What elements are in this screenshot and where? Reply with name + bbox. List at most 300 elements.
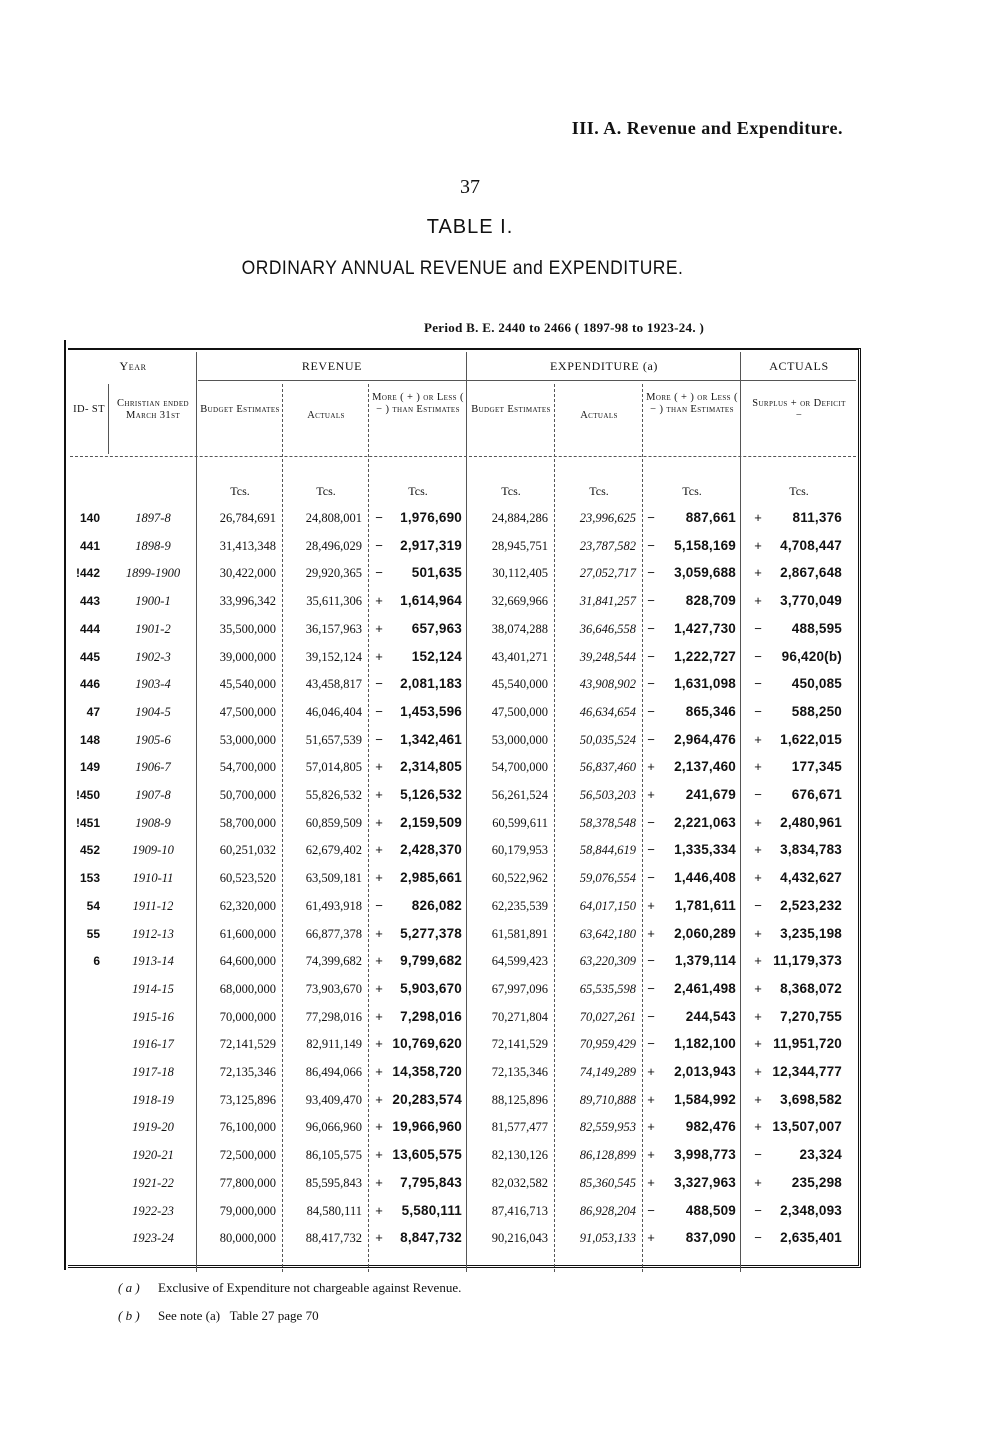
revenue-actuals-cell: 77,298,016 <box>305 1009 362 1024</box>
expenditure-actuals-cell: 64,017,150 <box>579 898 636 913</box>
revenue-sign-cell: − <box>375 537 383 553</box>
expenditure-sign-cell: − <box>647 648 655 664</box>
expenditure-budget-cell: 64,599,423 <box>491 954 548 969</box>
expenditure-actuals-cell: 85,360,545 <box>579 1175 636 1190</box>
expenditure-actuals-cell: 65,535,598 <box>579 981 636 996</box>
revenue-budget-cell: 30,422,000 <box>219 566 276 581</box>
be-year-cell: 443 <box>79 594 100 609</box>
revenue-sign-cell: + <box>375 1064 383 1079</box>
revenue-diff-cell: 2,314,805 <box>400 759 462 775</box>
expenditure-budget-cell: 43,401,271 <box>491 649 548 664</box>
revenue-diff-cell: 657,963 <box>411 620 462 636</box>
revenue-budget-cell: 73,125,896 <box>219 1092 276 1107</box>
revenue-diff-cell: 7,298,016 <box>400 1008 462 1024</box>
surplus-deficit-cell: 177,345 <box>791 759 842 775</box>
ce-year-cell: 1910-11 <box>132 871 174 886</box>
col-rule-3 <box>282 384 283 1272</box>
revenue-sign-cell: + <box>375 1202 383 1218</box>
expenditure-diff-cell: 3,998,773 <box>674 1147 736 1163</box>
ce-year-cell: 1898-9 <box>135 538 171 553</box>
ce-column-header: Christian ended March 31st <box>116 398 189 421</box>
unit-expenditure-actuals: Tcs. <box>589 484 609 498</box>
revenue-actuals-cell: 63,509,181 <box>305 871 362 886</box>
revenue-budget-cell: 39,000,000 <box>219 649 276 664</box>
revenue-sign-cell: + <box>375 814 383 830</box>
revenue-sign-cell: + <box>375 1119 383 1135</box>
expenditure-budget-cell: 82,032,582 <box>491 1175 548 1190</box>
revenue-diff-cell: 1,342,461 <box>400 731 462 747</box>
expenditure-actuals-cell: 58,378,548 <box>579 815 636 830</box>
revenue-sign-cell: + <box>375 648 383 664</box>
be-year-cell: 445 <box>79 649 100 664</box>
expenditure-diff-cell: 2,964,476 <box>674 731 736 747</box>
expenditure-sign-cell: + <box>647 1119 655 1135</box>
be-year-cell: !450 <box>75 788 100 802</box>
surplus-deficit-cell: 13,507,007 <box>772 1119 842 1135</box>
group-header-rule <box>198 380 856 381</box>
expenditure-actuals-cell: 39,248,544 <box>579 649 636 664</box>
revenue-diff-cell: 5,903,670 <box>400 980 462 996</box>
revenue-sign-cell: + <box>375 593 383 609</box>
revenue-budget-cell: 53,000,000 <box>219 732 276 747</box>
expenditure-budget-cell: 24,884,286 <box>491 511 548 525</box>
expenditure-diff-cell: 1,222,727 <box>674 648 736 664</box>
surplus-sign-cell: + <box>754 1091 762 1107</box>
revenue-diff-cell: 13,605,575 <box>392 1147 462 1163</box>
col-rule-6 <box>554 384 555 1272</box>
revenue-group-header: REVENUE <box>301 359 363 373</box>
expenditure-diff-cell: 1,584,992 <box>674 1091 736 1107</box>
expenditure-sign-cell: − <box>647 593 655 609</box>
surplus-sign-cell: − <box>754 787 762 802</box>
ce-year-cell: 1904-5 <box>135 704 171 719</box>
expenditure-budget-cell: 81,577,477 <box>491 1120 548 1135</box>
revenue-sign-cell: + <box>375 787 383 802</box>
expenditure-sign-cell: + <box>647 1064 655 1079</box>
expenditure-sign-cell: + <box>647 787 655 802</box>
expenditure-diff-cell: 828,709 <box>685 593 736 609</box>
expenditure-actuals-cell: 56,503,203 <box>579 788 636 802</box>
ce-year-cell: 1902-3 <box>135 649 171 664</box>
revenue-budget-cell: 50,700,000 <box>219 788 276 802</box>
expenditure-sign-cell: − <box>647 1036 655 1052</box>
expenditure-budget-cell: 61,581,891 <box>491 926 548 941</box>
surplus-deficit-cell: 12,344,777 <box>772 1064 842 1079</box>
revenue-actuals-header: Actuals <box>307 410 345 421</box>
unit-expenditure-diff: Tcs. <box>682 484 702 498</box>
surplus-sign-cell: + <box>754 925 762 941</box>
revenue-actuals-cell: 86,105,575 <box>305 1148 362 1163</box>
expenditure-diff-cell: 1,631,098 <box>674 676 736 692</box>
expenditure-budget-cell: 72,135,346 <box>491 1065 548 1079</box>
expenditure-sign-cell: − <box>647 1202 655 1218</box>
be-year-cell: 55 <box>86 926 100 941</box>
revenue-actuals-cell: 61,493,918 <box>305 898 362 913</box>
page-number: 37 <box>460 176 480 198</box>
expenditure-sign-cell: − <box>647 565 655 581</box>
surplus-sign-cell: − <box>754 1230 762 1246</box>
surplus-deficit-cell: 8,368,072 <box>780 980 842 996</box>
ce-year-cell: 1921-22 <box>132 1175 174 1190</box>
surplus-deficit-cell: 3,834,783 <box>780 842 842 858</box>
revenue-budget-cell: 70,000,000 <box>219 1009 276 1024</box>
be-year-cell: 153 <box>79 871 100 886</box>
surplus-deficit-cell: 96,420(b) <box>781 648 842 664</box>
revenue-diff-cell: 14,358,720 <box>392 1064 462 1079</box>
expenditure-actuals-cell: 56,837,460 <box>579 760 636 775</box>
revenue-budget-cell: 79,000,000 <box>219 1203 276 1218</box>
surplus-deficit-cell: 11,951,720 <box>773 1036 842 1052</box>
revenue-actuals-cell: 51,657,539 <box>305 732 362 747</box>
expenditure-sign-cell: − <box>647 510 655 525</box>
expenditure-budget-cell: 90,216,043 <box>491 1231 548 1246</box>
revenue-diff-cell: 2,159,509 <box>400 814 462 830</box>
expenditure-sign-cell: − <box>647 620 655 636</box>
expenditure-budget-cell: 67,997,096 <box>491 981 548 996</box>
expenditure-budget-cell: 60,522,962 <box>491 871 548 886</box>
expenditure-actuals-cell: 46,634,654 <box>579 704 636 719</box>
expenditure-actuals-cell: 91,053,133 <box>579 1231 636 1246</box>
revenue-diff-cell: 152,124 <box>411 648 462 664</box>
section-heading: III. A. Revenue and Expenditure. <box>571 118 843 138</box>
ce-year-cell: 1917-18 <box>132 1065 174 1079</box>
surplus-sign-cell: + <box>754 731 762 747</box>
expenditure-budget-cell: 28,945,751 <box>491 538 548 553</box>
be-year-cell: !442 <box>75 566 100 581</box>
surplus-deficit-cell: 4,708,447 <box>780 537 842 553</box>
expenditure-budget-cell: 38,074,288 <box>491 621 548 636</box>
ce-year-cell: 1916-17 <box>132 1037 174 1052</box>
revenue-actuals-cell: 36,157,963 <box>305 621 362 636</box>
revenue-actuals-cell: 84,580,111 <box>306 1203 362 1218</box>
revenue-sign-cell: + <box>375 620 383 636</box>
col-rule-8 <box>740 352 741 1272</box>
expenditure-actuals-cell: 23,996,625 <box>579 511 636 525</box>
footnote-b <box>118 1308 319 1324</box>
expenditure-actuals-cell: 70,027,261 <box>579 1009 636 1024</box>
expenditure-diff-cell: 1,781,611 <box>674 897 736 913</box>
surplus-sign-cell: − <box>754 648 762 664</box>
expenditure-budget-cell: 30,112,405 <box>492 566 548 581</box>
ce-year-cell: 1903-4 <box>135 677 171 692</box>
surplus-deficit-cell: 676,671 <box>791 787 842 802</box>
ce-year-cell: 1918-19 <box>132 1092 174 1107</box>
revenue-sign-cell: − <box>375 897 383 913</box>
revenue-actuals-cell: 74,399,682 <box>305 954 362 969</box>
surplus-deficit-cell: 2,635,401 <box>780 1230 842 1246</box>
col-rule-2 <box>196 352 197 1272</box>
expenditure-sign-cell: + <box>647 925 655 941</box>
expenditure-sign-cell: + <box>647 1091 655 1107</box>
ce-year-cell: 1912-13 <box>132 926 174 941</box>
expenditure-sign-cell: − <box>647 1008 655 1024</box>
expenditure-sign-cell: + <box>647 759 655 775</box>
expenditure-budget-cell: 82,130,126 <box>491 1148 548 1163</box>
revenue-diff-cell: 826,082 <box>411 897 462 913</box>
surplus-deficit-cell: 235,298 <box>791 1174 842 1190</box>
revenue-sign-cell: + <box>375 1008 383 1024</box>
col-rule-1 <box>108 384 109 454</box>
revenue-sign-cell: + <box>375 980 383 996</box>
surplus-sign-cell: + <box>754 1174 762 1190</box>
surplus-sign-cell: − <box>754 1147 762 1163</box>
surplus-sign-cell: + <box>754 510 762 525</box>
revenue-sign-cell: + <box>375 1091 383 1107</box>
expenditure-diff-cell: 2,013,943 <box>674 1064 736 1079</box>
expenditure-diff-cell: 1,335,334 <box>674 842 736 858</box>
unit-expenditure-budget: Tcs. <box>501 484 521 498</box>
expenditure-budget-header: Budget Estimates <box>471 404 551 415</box>
expenditure-actuals-cell: 63,220,309 <box>579 954 636 969</box>
surplus-deficit-cell: 7,270,755 <box>780 1008 842 1024</box>
revenue-diff-cell: 5,580,111 <box>401 1202 462 1218</box>
revenue-diff-cell: 2,081,183 <box>400 676 462 692</box>
revenue-budget-cell: 77,800,000 <box>219 1175 276 1190</box>
revenue-diff-cell: 1,453,596 <box>400 703 462 719</box>
surplus-deficit-cell: 2,867,648 <box>780 565 842 581</box>
surplus-deficit-cell: 2,348,093 <box>780 1202 842 1218</box>
expenditure-sign-cell: + <box>647 897 655 913</box>
expenditure-budget-cell: 45,540,000 <box>491 677 548 692</box>
surplus-sign-cell: + <box>754 842 762 858</box>
surplus-sign-cell: − <box>754 703 762 719</box>
revenue-diff-cell: 20,283,574 <box>392 1091 462 1107</box>
unit-surplus: Tcs. <box>789 484 809 498</box>
expenditure-budget-cell: 53,000,000 <box>491 732 548 747</box>
surplus-sign-cell: + <box>754 759 762 775</box>
revenue-budget-cell: 35,500,000 <box>219 621 276 636</box>
ce-year-cell: 1915-16 <box>132 1009 174 1024</box>
revenue-budget-header: Budget Estimates <box>200 404 280 415</box>
ce-year-cell: 1899-1900 <box>125 566 181 581</box>
ce-year-cell: 1908-9 <box>135 815 171 830</box>
expenditure-diff-cell: 887,661 <box>685 510 736 525</box>
surplus-deficit-cell: 811,376 <box>792 510 842 525</box>
expenditure-budget-cell: 32,669,966 <box>491 594 548 609</box>
revenue-sign-cell: + <box>375 953 383 969</box>
expenditure-actuals-cell: 36,646,558 <box>579 621 636 636</box>
expenditure-diff-cell: 865,346 <box>685 703 736 719</box>
revenue-actuals-cell: 66,877,378 <box>305 926 362 941</box>
revenue-diff-cell: 8,847,732 <box>400 1230 462 1246</box>
expenditure-budget-cell: 56,261,524 <box>491 788 548 802</box>
revenue-sign-cell: − <box>375 565 383 581</box>
col-rule-4 <box>368 384 369 1272</box>
ce-year-cell: 1923-24 <box>132 1231 174 1246</box>
expenditure-diff-cell: 244,543 <box>685 1008 736 1024</box>
revenue-sign-cell: + <box>375 1230 383 1246</box>
revenue-actuals-cell: 29,920,365 <box>305 566 362 581</box>
revenue-budget-cell: 60,523,520 <box>219 871 276 886</box>
expenditure-actuals-cell: 89,710,888 <box>579 1092 636 1107</box>
ce-year-cell: 1905-6 <box>135 732 171 747</box>
surplus-sign-cell: + <box>754 814 762 830</box>
revenue-sign-cell: + <box>375 925 383 941</box>
surplus-sign-cell: + <box>754 1008 762 1024</box>
revenue-budget-cell: 33,996,342 <box>219 594 276 609</box>
be-year-cell: 54 <box>86 898 100 913</box>
ce-year-cell: 1901-2 <box>135 621 171 636</box>
surplus-deficit-cell: 4,432,627 <box>780 870 842 886</box>
revenue-actuals-cell: 46,046,404 <box>305 704 362 719</box>
expenditure-diff-cell: 3,327,963 <box>674 1174 736 1190</box>
header-bottom-rule <box>70 456 856 457</box>
expenditure-actuals-cell: 31,841,257 <box>579 594 636 609</box>
be-year-cell: 149 <box>79 760 100 775</box>
expenditure-diff-cell: 5,158,169 <box>674 537 736 553</box>
revenue-sign-cell: − <box>375 703 383 719</box>
revenue-actuals-cell: 82,911,149 <box>306 1037 362 1052</box>
revenue-budget-cell: 60,251,032 <box>219 843 276 858</box>
expenditure-sign-cell: − <box>647 842 655 858</box>
surplus-deficit-cell: 1,622,015 <box>780 731 842 747</box>
surplus-sign-cell: + <box>754 980 762 996</box>
surplus-sign-cell: + <box>754 1036 762 1052</box>
expenditure-diff-cell: 1,446,408 <box>674 870 736 886</box>
surplus-sign-cell: + <box>754 870 762 886</box>
period-caption: Period B. E. 2440 to 2466 ( 1897-98 to 1923-24. ) <box>424 320 705 335</box>
revenue-sign-cell: + <box>375 842 383 858</box>
expenditure-budget-cell: 60,179,953 <box>491 843 548 858</box>
expenditure-actuals-cell: 86,928,204 <box>579 1203 636 1218</box>
surplus-sign-cell: − <box>754 1202 762 1218</box>
revenue-more-less-header: More ( + ) or Less ( − ) than Estimates <box>372 392 464 415</box>
revenue-diff-cell: 2,428,370 <box>400 842 462 858</box>
expenditure-actuals-cell: 59,076,554 <box>579 871 636 886</box>
revenue-diff-cell: 10,769,620 <box>392 1036 462 1052</box>
surplus-deficit-cell: 3,235,198 <box>780 925 842 941</box>
surplus-sign-cell: + <box>754 1119 762 1135</box>
expenditure-actuals-cell: 86,128,899 <box>579 1148 636 1163</box>
expenditure-actuals-cell: 43,908,902 <box>579 677 636 692</box>
expenditure-actuals-cell: 74,149,289 <box>579 1065 636 1079</box>
ce-year-cell: 1909-10 <box>132 843 174 858</box>
revenue-budget-cell: 72,135,346 <box>219 1065 276 1079</box>
expenditure-sign-cell: − <box>647 980 655 996</box>
unit-revenue-budget: Tcs. <box>230 484 250 498</box>
surplus-deficit-cell: 450,085 <box>791 676 842 692</box>
revenue-diff-cell: 1,614,964 <box>400 593 462 609</box>
table-left-rule <box>64 340 66 1270</box>
expenditure-budget-cell: 54,700,000 <box>491 760 548 775</box>
footnote-b-mark: ( b ) <box>118 1308 140 1323</box>
expenditure-sign-cell: − <box>647 870 655 886</box>
expenditure-actuals-cell: 58,844,619 <box>579 843 636 858</box>
revenue-diff-cell: 5,277,378 <box>400 925 462 941</box>
expenditure-sign-cell: + <box>647 1174 655 1190</box>
revenue-actuals-cell: 39,152,124 <box>305 649 362 664</box>
revenue-budget-cell: 76,100,000 <box>219 1120 276 1135</box>
revenue-sign-cell: − <box>375 676 383 692</box>
expenditure-budget-cell: 62,235,539 <box>491 898 548 913</box>
revenue-budget-cell: 80,000,000 <box>219 1231 276 1246</box>
expenditure-diff-cell: 1,379,114 <box>674 953 736 969</box>
revenue-sign-cell: + <box>375 1174 383 1190</box>
expenditure-actuals-header: Actuals <box>580 410 618 421</box>
revenue-actuals-cell: 88,417,732 <box>305 1231 362 1246</box>
revenue-budget-cell: 54,700,000 <box>219 760 276 775</box>
revenue-budget-cell: 47,500,000 <box>219 704 276 719</box>
expenditure-budget-cell: 88,125,896 <box>491 1092 548 1107</box>
revenue-diff-cell: 9,799,682 <box>400 953 462 969</box>
be-year-cell: 6 <box>93 954 100 969</box>
revenue-actuals-cell: 55,826,532 <box>305 788 362 802</box>
table-title: TABLE I. <box>426 216 514 238</box>
unit-revenue-actuals: Tcs. <box>316 484 336 498</box>
be-column-header: ID- ST <box>73 404 105 415</box>
revenue-budget-cell: 72,500,000 <box>219 1148 276 1163</box>
ce-year-cell: 1922-23 <box>132 1203 174 1218</box>
surplus-deficit-cell: 3,698,582 <box>780 1091 842 1107</box>
revenue-diff-cell: 2,917,319 <box>400 537 462 553</box>
expenditure-group-header: EXPENDITURE (a) <box>550 359 658 373</box>
surplus-deficit-cell: 3,770,049 <box>780 593 842 609</box>
surplus-deficit-cell: 11,179,373 <box>773 953 842 969</box>
revenue-budget-cell: 72,141,529 <box>219 1037 276 1052</box>
actuals-group-header: ACTUALS <box>769 359 829 373</box>
surplus-sign-cell: + <box>754 953 762 969</box>
revenue-budget-cell: 61,600,000 <box>219 926 276 941</box>
ce-year-cell: 1900-1 <box>135 594 171 609</box>
revenue-actuals-cell: 43,458,817 <box>305 677 362 692</box>
surplus-deficit-header: Surplus + or Deficit − <box>752 398 846 421</box>
surplus-sign-cell: − <box>754 676 762 692</box>
ce-year-cell: 1907-8 <box>135 788 171 802</box>
footnote-a-text: Exclusive of Expenditure not chargeable against Revenue. <box>158 1280 462 1295</box>
expenditure-diff-cell: 2,137,460 <box>674 759 736 775</box>
expenditure-more-less-header: More ( + ) or Less ( − ) than Estimates <box>646 392 738 415</box>
revenue-diff-cell: 19,966,960 <box>392 1119 462 1135</box>
col-rule-7 <box>642 384 643 1272</box>
footnote-b-text: See note (a) Table 27 page 70 <box>158 1308 319 1323</box>
revenue-budget-cell: 58,700,000 <box>219 815 276 830</box>
col-rule-5 <box>466 352 467 1272</box>
expenditure-diff-cell: 837,090 <box>685 1230 736 1246</box>
revenue-actuals-cell: 60,859,509 <box>305 815 362 830</box>
expenditure-sign-cell: − <box>647 703 655 719</box>
expenditure-actuals-cell: 50,035,524 <box>579 732 636 747</box>
revenue-actuals-cell: 86,494,066 <box>305 1065 362 1079</box>
surplus-deficit-cell: 2,480,961 <box>780 814 842 830</box>
expenditure-actuals-cell: 27,052,717 <box>579 566 636 581</box>
revenue-sign-cell: + <box>375 870 383 886</box>
revenue-sign-cell: + <box>375 1147 383 1163</box>
ce-year-cell: 1897-8 <box>135 511 171 525</box>
expenditure-sign-cell: − <box>647 537 655 553</box>
revenue-actuals-cell: 62,679,402 <box>305 843 362 858</box>
expenditure-sign-cell: − <box>647 676 655 692</box>
ce-year-cell: 1913-14 <box>132 954 174 969</box>
expenditure-budget-cell: 72,141,529 <box>491 1037 548 1052</box>
revenue-budget-cell: 62,320,000 <box>219 898 276 913</box>
surplus-sign-cell: − <box>754 620 762 636</box>
revenue-actuals-cell: 96,066,960 <box>305 1120 362 1135</box>
expenditure-budget-cell: 47,500,000 <box>491 704 548 719</box>
expenditure-actuals-cell: 23,787,582 <box>579 538 636 553</box>
surplus-sign-cell: + <box>754 537 762 553</box>
revenue-budget-cell: 45,540,000 <box>219 677 276 692</box>
be-year-cell: 148 <box>79 732 100 747</box>
revenue-actuals-cell: 73,903,670 <box>305 981 362 996</box>
revenue-sign-cell: − <box>375 731 383 747</box>
expenditure-diff-cell: 488,509 <box>685 1202 736 1218</box>
surplus-sign-cell: + <box>754 565 762 581</box>
revenue-budget-cell: 68,000,000 <box>219 981 276 996</box>
expenditure-actuals-cell: 63,642,180 <box>579 926 636 941</box>
ce-year-cell: 1914-15 <box>132 981 174 996</box>
footnote-a-mark: ( a ) <box>118 1280 140 1295</box>
surplus-sign-cell: + <box>754 593 762 609</box>
